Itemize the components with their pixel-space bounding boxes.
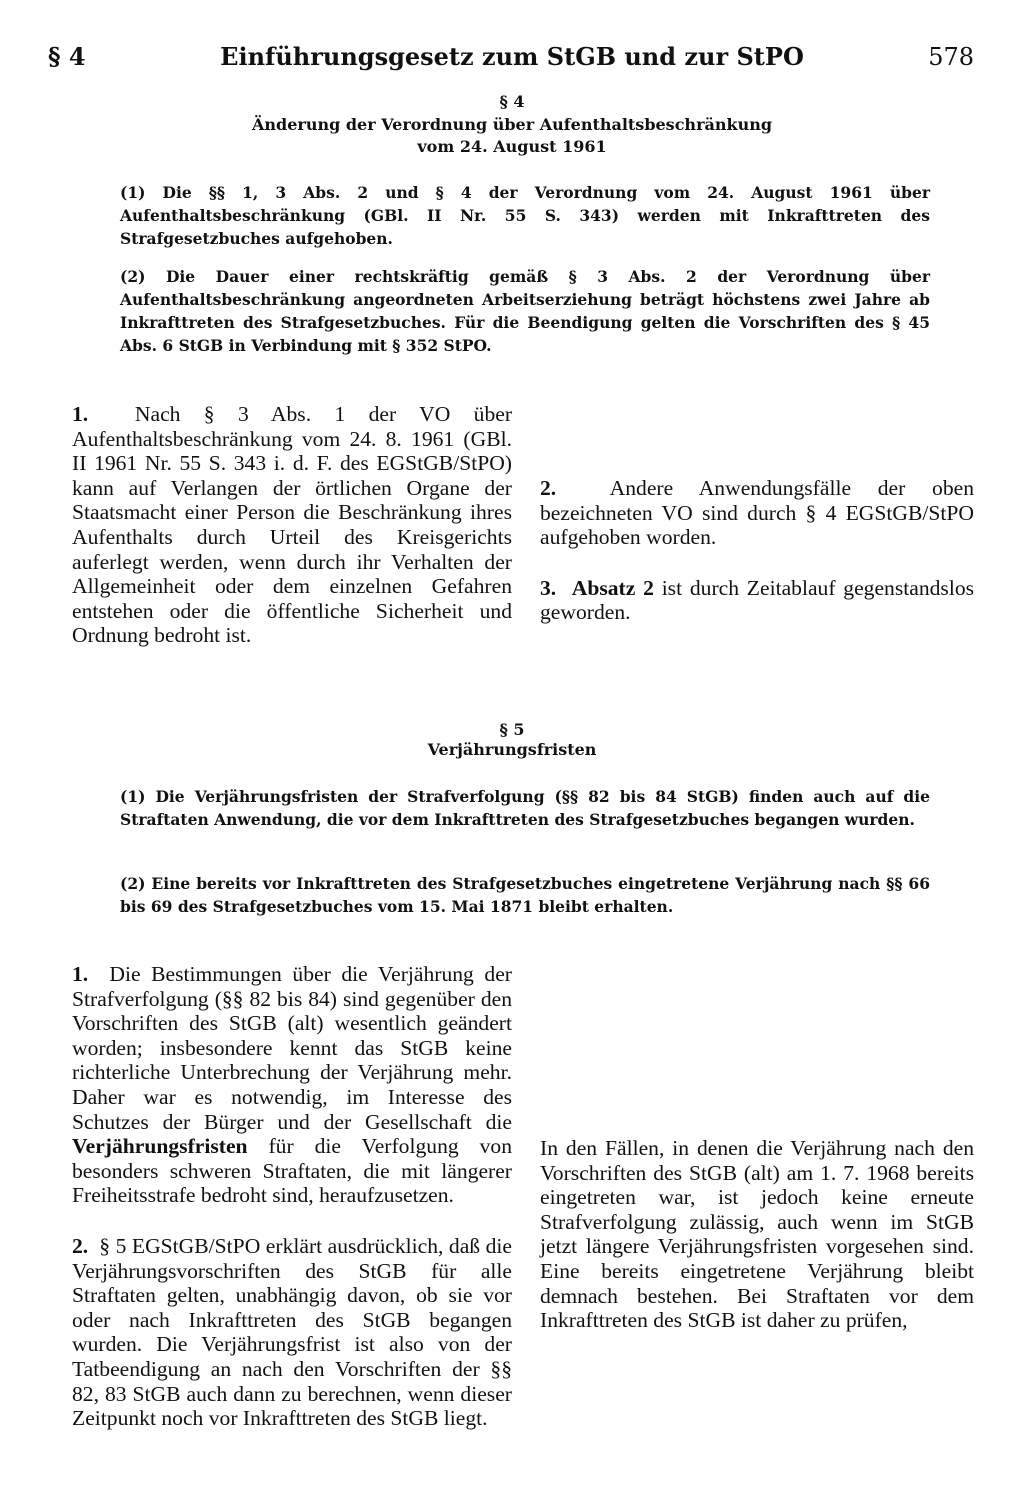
comment-number: 3. (540, 575, 557, 600)
spacer (540, 550, 974, 576)
running-header-title: Einführungsgesetz zum StGB und zur StPO (220, 42, 804, 71)
section-4-paragraph-2: (2) Die Dauer einer rechtskräftig gemäß § 3 Abs. 2 der Verordnung über Aufenthaltsbeschränkung angeordneten Arbeitserziehung beträgt höchstens zwei Jahre ab Inkrafttreten des Strafgesetzbuches. Für die Beendigung gelten die Vorschriften des § 45 Abs. 6 StGB in Verbindung mit § 352 StPO. (120, 267, 930, 355)
comment-item (72, 402, 512, 648)
running-header-section: § 4 (48, 42, 86, 71)
comment-item (540, 1136, 974, 1333)
section-4-comment-col-right (540, 476, 974, 625)
section-4-comment-col-left (72, 402, 512, 648)
section-5-title: Verjährungsfristen (427, 740, 597, 759)
comment-text: Andere Anwendungsfälle der oben bezeichneten VO sind durch § 4 EGStGB/StPO aufgehoben worden. (540, 476, 975, 550)
comment-text: Die Bestimmungen über die Verjährung der Strafverfolgung (§§ 82 bis 84) sind gegenüber den Vorschriften des StGB (alt) wesentlich geändert worden; insbesondere kennt das StGB keine richterliche Unterbrechung der Verjährung mehr. Daher war es notwendig, im Interesse des Schutzes der Bürger und der Gesellschaft die (72, 962, 512, 1134)
comment-text: § 5 EGStGB/StPO erklärt ausdrücklich, daß die Verjährungsvorschriften des StGB für alle Straftaten gelten, unabhängig davon, ob sie vor oder nach Inkrafttreten des StGB begangen wurden. Die Verjährungsfrist ist also von der Tatbeendigung an nach den Vorschriften der §§ 82, 83 StGB auch dann zu berechnen, wenn dieser Zeitpunkt noch vor Inkrafttreten des StGB liegt. (72, 1233, 512, 1431)
comment-number: 1. (72, 402, 89, 426)
section-5-paragraph-2: (2) Eine bereits vor Inkrafttreten des Strafgesetzbuches eingetretene Verjährung nach §§ 66 bis 69 des Strafgesetzbuches vom 15. Mai 1871 bleibt erhalten. (120, 874, 930, 916)
section-5-number: § 5 (499, 720, 525, 739)
spacer (72, 1208, 512, 1234)
comment-text: für die Verfolgung von besonders schweren Straftaten, die mit längerer Freiheitsstrafe bedroht sind, heraufzusetzen. (72, 1134, 512, 1208)
section-5-comment-col-left (72, 962, 512, 1431)
comment-item (72, 1234, 512, 1431)
comment-bold-text: Absatz 2 (571, 575, 654, 600)
comment-text: Nach § 3 Abs. 1 der VO über Aufenthaltsbeschränkung vom 24. 8. 1961 (GBl. II 1961 Nr. 55 S. 343 i. d. F. des EGStGB/StPO) kann auf Verlangen der örtlichen Organe der Staatsmacht einer Person die Beschränkung ihres Aufenthalts durch Urteil des Kreisgerichts auferlegt werden, wenn durch ihr Verhalten der Allgemeinheit oder dem einzelnen Gefahren entstehen oder die öffentliche Sicherheit und Ordnung bedroht ist. (72, 402, 513, 648)
comment-text: ist durch Zeitablauf gegenstandslos geworden. (540, 575, 975, 625)
section-5-comment-col-right (540, 1136, 974, 1333)
comment-text: In den Fällen, in denen die Verjährung nach den Vorschriften des StGB (alt) am 1. 7. 1968 bereits eingetreten war, ist jedoch keine erneute Strafverfolgung zulässig, auch wenn im StGB jetzt längere Verjährungsfristen vorgesehen sind. Eine bereits eingetretene Verjährung bleibt demnach bestehen. Bei Straftaten vor dem Inkrafttreten des StGB ist daher zu prüfen, (540, 1136, 974, 1333)
comment-bold-text: Verjährungsfristen (72, 1134, 248, 1159)
comment-number: 1. (72, 962, 89, 986)
section-4-paragraph-1: (1) Die §§ 1, 3 Abs. 2 und § 4 der Verordnung vom 24. August 1961 über Aufenthaltsbeschränkung (GBl. II Nr. 55 S. 343) werden mit Inkrafttreten des Strafgesetzbuches aufgehoben. (120, 183, 930, 248)
section-5-paragraph-1: (1) Die Verjährungsfristen der Strafverfolgung (§§ 82 bis 84 StGB) finden auch auf die Straftaten Anwendung, die vor dem Inkrafttreten des Strafgesetzbuches begangen wurden. (120, 787, 930, 829)
comment-number: 2. (540, 476, 557, 500)
comment-item (540, 476, 974, 550)
comment-number: 2. (72, 1233, 89, 1258)
comment-item (540, 576, 974, 625)
section-4-title-line1: Änderung der Verordnung über Aufenthaltsbeschränkung (251, 115, 773, 134)
section-4-title-line2: vom 24. August 1961 (417, 137, 607, 156)
comment-item (72, 962, 512, 1208)
section-4-number: § 4 (499, 92, 525, 111)
page-number: 578 (928, 43, 974, 71)
